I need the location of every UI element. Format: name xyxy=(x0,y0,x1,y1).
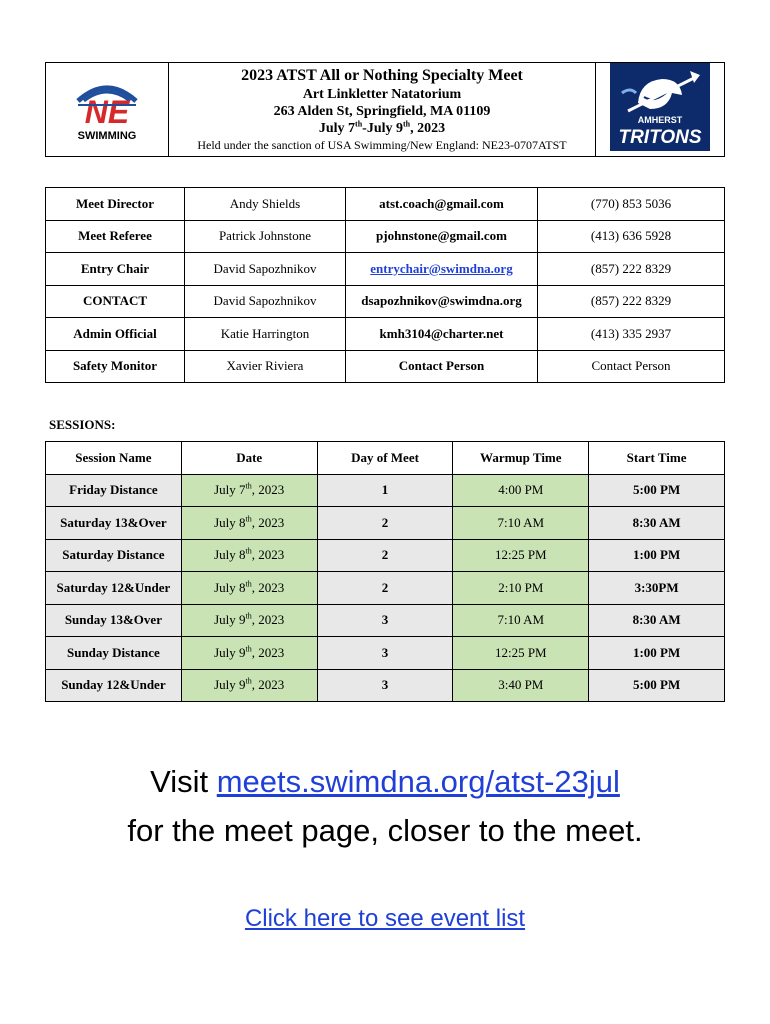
sessions-column-header: Date xyxy=(181,442,317,475)
session-date: July 9th, 2023 xyxy=(181,604,317,637)
staff-row xyxy=(46,253,725,286)
ne-swimming-logo-icon xyxy=(64,71,150,143)
session-warmup: 12:25 PM xyxy=(453,637,589,670)
session-start: 5:00 PM xyxy=(589,669,725,702)
session-start: 1:00 PM xyxy=(589,539,725,572)
ne-logo-caption: SWIMMING xyxy=(77,130,137,142)
staff-email: dsapozhnikov@swimdna.org xyxy=(346,285,538,318)
sessions-column-header: Start Time xyxy=(589,442,725,475)
session-start: 5:00 PM xyxy=(589,474,725,507)
staff-row xyxy=(46,188,725,221)
session-day: 3 xyxy=(317,637,453,670)
session-name: Sunday 12&Under xyxy=(46,669,182,702)
session-row xyxy=(46,474,725,507)
session-date: July 9th, 2023 xyxy=(181,669,317,702)
staff-phone: (413) 636 5928 xyxy=(538,220,725,253)
session-day: 2 xyxy=(317,507,453,540)
session-start: 8:30 AM xyxy=(589,507,725,540)
meet-address: 263 Alden St, Springfield, MA 01109 xyxy=(273,103,491,119)
sessions-column-header: Warmup Time xyxy=(453,442,589,475)
sessions-column-header: Session Name xyxy=(46,442,182,475)
meet-title: 2023 ATST All or Nothing Specialty Meet xyxy=(241,66,523,84)
session-row xyxy=(46,604,725,637)
session-warmup: 7:10 AM xyxy=(453,604,589,637)
tritons-logo-line2: TRITONS xyxy=(618,127,702,148)
staff-role: CONTACT xyxy=(46,285,185,318)
staff-phone: Contact Person xyxy=(538,350,725,383)
meet-page-link[interactable]: meets.swimdna.org/atst-23jul xyxy=(216,764,620,799)
session-warmup: 3:40 PM xyxy=(453,669,589,702)
staff-role: Safety Monitor xyxy=(46,350,185,383)
session-warmup: 12:25 PM xyxy=(453,539,589,572)
session-name: Saturday Distance xyxy=(46,539,182,572)
session-day: 3 xyxy=(317,604,453,637)
session-row xyxy=(46,637,725,670)
sessions-table xyxy=(45,441,725,702)
staff-role: Meet Director xyxy=(46,188,185,221)
session-warmup: 7:10 AM xyxy=(453,507,589,540)
staff-row xyxy=(46,220,725,253)
staff-name: David Sapozhnikov xyxy=(185,285,346,318)
meet-dates: July 7th-July 9th, 2023 xyxy=(318,118,446,136)
staff-email: Contact Person xyxy=(346,350,538,383)
staff-email xyxy=(346,253,538,286)
session-date: July 8th, 2023 xyxy=(181,539,317,572)
session-name: Sunday 13&Over xyxy=(46,604,182,637)
tritons-logo-line1: AMHERST xyxy=(637,115,683,125)
meet-venue: Art Linkletter Natatorium xyxy=(302,86,462,102)
meet-header xyxy=(45,62,725,157)
staff-row xyxy=(46,350,725,383)
session-name: Saturday 13&Over xyxy=(46,507,182,540)
session-name: Saturday 12&Under xyxy=(46,572,182,605)
session-start: 3:30PM xyxy=(589,572,725,605)
meet-staff-table xyxy=(45,187,725,383)
staff-phone: (413) 335 2937 xyxy=(538,318,725,351)
staff-email: pjohnstone@gmail.com xyxy=(346,220,538,253)
sessions-label: SESSIONS: xyxy=(49,417,116,432)
ne-logo-letters: NE xyxy=(84,94,130,130)
staff-name: David Sapozhnikov xyxy=(185,253,346,286)
staff-name: Andy Shields xyxy=(185,188,346,221)
staff-name: Xavier Riviera xyxy=(185,350,346,383)
meet-sanction: Held under the sanction of USA Swimming/New England: NE23-0707ATST xyxy=(197,137,567,152)
session-date: July 7th, 2023 xyxy=(181,474,317,507)
session-warmup: 4:00 PM xyxy=(453,474,589,507)
session-start: 1:00 PM xyxy=(589,637,725,670)
staff-phone: (857) 222 8329 xyxy=(538,285,725,318)
session-day: 2 xyxy=(317,572,453,605)
session-row xyxy=(46,572,725,605)
session-date: July 9th, 2023 xyxy=(181,637,317,670)
staff-name: Patrick Johnstone xyxy=(185,220,346,253)
staff-email: kmh3104@charter.net xyxy=(346,318,538,351)
visit-prefix: Visit xyxy=(150,764,217,799)
session-row xyxy=(46,539,725,572)
session-row xyxy=(46,669,725,702)
staff-email: atst.coach@gmail.com xyxy=(346,188,538,221)
staff-role: Meet Referee xyxy=(46,220,185,253)
session-name: Friday Distance xyxy=(46,474,182,507)
staff-row xyxy=(46,318,725,351)
session-start: 8:30 AM xyxy=(589,604,725,637)
session-day: 2 xyxy=(317,539,453,572)
amherst-tritons-logo-icon xyxy=(610,63,710,151)
staff-phone: (770) 853 5036 xyxy=(538,188,725,221)
session-day: 3 xyxy=(317,669,453,702)
staff-name: Katie Harrington xyxy=(185,318,346,351)
session-day: 1 xyxy=(317,474,453,507)
session-row xyxy=(46,507,725,540)
event-list-link[interactable]: Click here to see event list xyxy=(244,905,526,932)
event-list-line xyxy=(0,905,770,933)
session-date: July 8th, 2023 xyxy=(181,507,317,540)
staff-row xyxy=(46,285,725,318)
sessions-column-header: Day of Meet xyxy=(317,442,453,475)
staff-phone: (857) 222 8329 xyxy=(538,253,725,286)
visit-line xyxy=(0,763,770,801)
staff-role: Entry Chair xyxy=(46,253,185,286)
sessions-header-row xyxy=(46,442,725,475)
ne-swimming-logo-cell xyxy=(46,63,169,157)
session-date: July 8th, 2023 xyxy=(181,572,317,605)
staff-role: Admin Official xyxy=(46,318,185,351)
tritons-logo-cell xyxy=(596,63,725,157)
visit-line-2: for the meet page, closer to the meet. xyxy=(127,813,643,848)
session-name: Sunday Distance xyxy=(46,637,182,670)
meet-info xyxy=(169,63,596,157)
session-warmup: 2:10 PM xyxy=(453,572,589,605)
staff-email-link[interactable]: entrychair@swimdna.org xyxy=(370,260,513,276)
